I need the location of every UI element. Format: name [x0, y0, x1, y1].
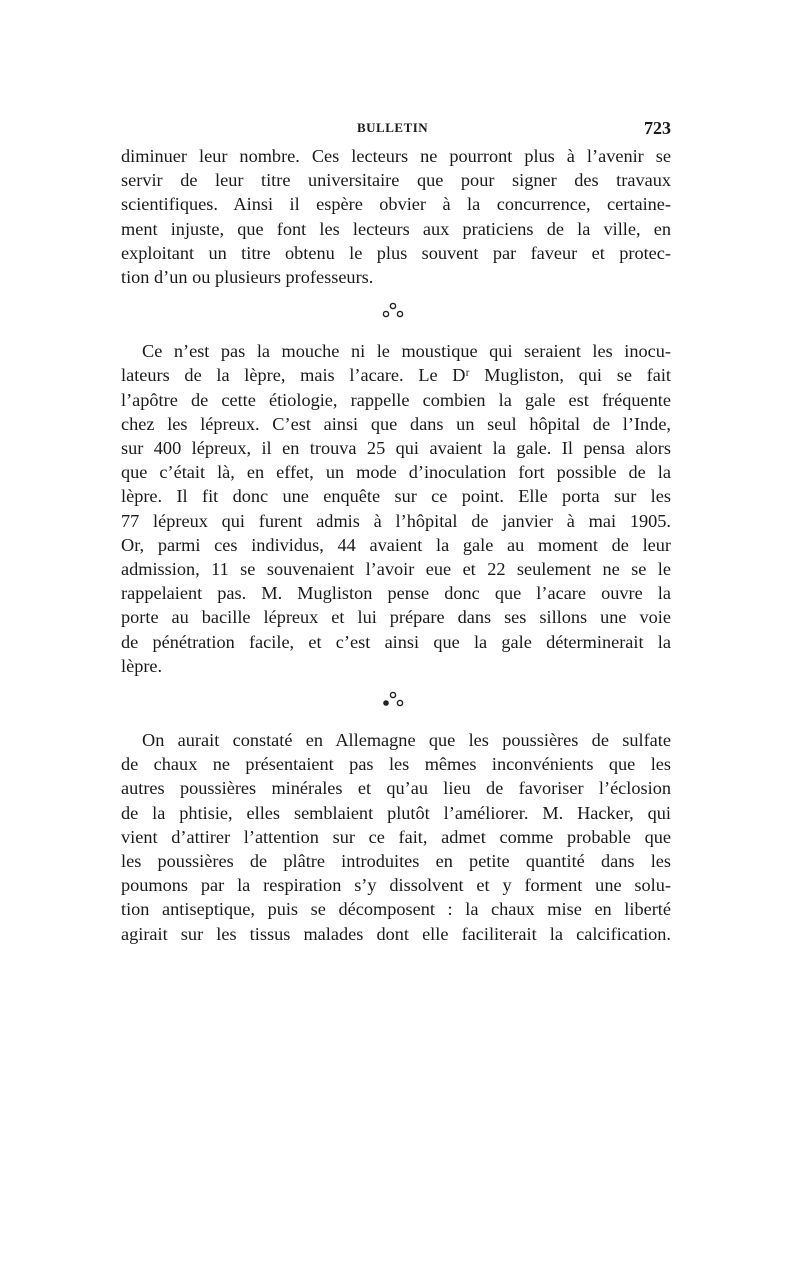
running-header: [121, 118, 671, 144]
running-title: BULLETIN: [357, 120, 429, 135]
text-line: 77 lépreux qui furent admis à l’hôpital de janvier à mai 1905.: [121, 510, 671, 531]
section-separator: [121, 289, 671, 339]
text-line: lèpre. Il fit donc une enquête sur ce point. Elle porta sur les: [121, 486, 671, 507]
text-line: lèpre.: [121, 655, 163, 676]
text-line: diminuer leur nombre. Ces lecteurs ne pourront plus à l’avenir se: [121, 146, 671, 166]
text-line: rappelaient pas. M. Mugliston pense donc que l’acare ouvre la: [121, 583, 671, 604]
asterism-ornament-icon: [381, 690, 405, 710]
text-line: autres poussières minérales et qu’au lieu de favoriser l’éclosion: [121, 778, 671, 799]
text-line: scientifiques. Ainsi il espère obvier à la concurrence, certaine-: [121, 194, 671, 215]
paragraph-1: [121, 144, 671, 289]
text-line: tion d’un ou plusieurs professeurs.: [121, 267, 374, 288]
text-line: servir de leur titre universitaire que pour signer des travaux: [121, 170, 671, 191]
text-line: porte au bacille lépreux et lui prépare dans ses sillons une voie: [121, 607, 671, 628]
paragraph-3: [121, 728, 671, 946]
text-line: que c’était là, en effet, un mode d’inoculation fort possible de la: [121, 462, 671, 483]
text-line: l’apôtre de cette étiologie, rappelle combien la gale est fréquente: [121, 389, 671, 410]
page-number: 723: [644, 118, 671, 138]
text-line: On aurait constaté en Allemagne que les poussières de sulfate: [142, 730, 671, 751]
text-line: Ce n’est pas la mouche ni le moustique qui seraient les inocu-: [142, 341, 671, 362]
asterism-ornament-icon: [381, 301, 405, 321]
text-line: de la phtisie, elles semblaient plutôt l’améliorer. M. Hacker, qui: [121, 802, 671, 823]
text-line: admission, 11 se souvenaient l’avoir eue et 22 seulement ne se le: [121, 559, 671, 580]
text-line: agirait sur les tissus malades dont elle faciliterait la calcification.: [121, 923, 671, 944]
text-line: poumons par la respiration s’y dissolvent et y forment une solu-: [121, 875, 671, 896]
text-line: ment injuste, que font les lecteurs aux praticiens de la ville, en: [121, 218, 671, 239]
text-line: de pénétration facile, et c’est ainsi que la gale déterminerait la: [121, 631, 671, 652]
paragraph-2: [121, 339, 671, 678]
text-line: de chaux ne présentaient pas les mêmes inconvénients que les: [121, 754, 671, 775]
text-line: lateurs de la lèpre, mais l’acare. Le Dʳ Mugliston, qui se fait: [121, 365, 671, 386]
text-line: chez les lépreux. C’est ainsi que dans un seul hôpital de l’Inde,: [121, 413, 671, 434]
text-line: vient d’attirer l’attention sur ce fait, admet comme probable que: [121, 826, 671, 847]
text-line: tion antiseptique, puis se décomposent : la chaux mise en liberté: [121, 899, 671, 920]
text-line: exploitant un titre obtenu le plus souvent par faveur et protec-: [121, 242, 671, 263]
text-line: Or, parmi ces individus, 44 avaient la gale au moment de leur: [121, 534, 671, 555]
text-line: les poussières de plâtre introduites en petite quantité dans les: [121, 851, 671, 872]
section-separator: [121, 678, 671, 728]
page: [121, 118, 671, 946]
text-line: sur 400 lépreux, il en trouva 25 qui avaient la gale. Il pensa alors: [121, 438, 671, 459]
